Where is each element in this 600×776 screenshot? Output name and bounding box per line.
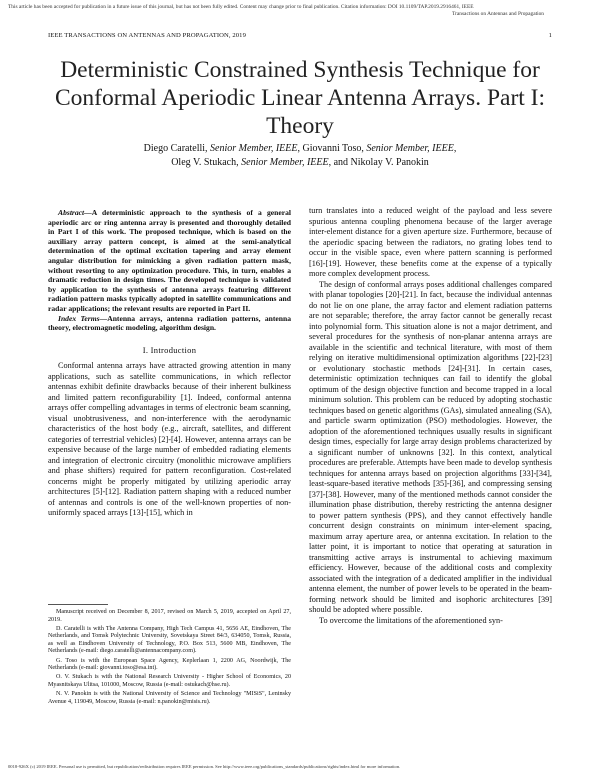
- right-paragraph-1: turn translates into a reduced weight of the payload and less severe spurious antenna coupling phenomena because of the larger average inter-element distance for a given aperture size. Furthermore, because of the aperiodic spacing between the radiators, no grating lobes tend to occur in the visible space, even where pattern scanning is performed [16]-[19]. However, these benefits come at the expense of a typically more complex development process.: [309, 206, 552, 278]
- author-line-1: Diego Caratelli, Senior Member, IEEE, Giovanni Toso, Senior Member, IEEE,: [143, 143, 457, 154]
- footnote-author-1: D. Caratelli is with The Antenna Company, High Tech Campus 41, 5656 AE, Eindhoven, The Netherlands, and Tomsk Polytechnic University, Sovetskaya Street 84/3, 634050, Tomsk, Russia, as well as Eindhoven University of Technology, P.O. Box 513, 5600 MB, Eindhoven, The Netherlands (e-mail: diego.caratelli@antennacompany.com).: [48, 625, 291, 655]
- notice-line-2: Transactions on Antennas and Propagation: [451, 11, 544, 17]
- abstract-text: A deterministic approach to the synthesis of a general aperiodic arc or ring antenna array is presented and thoroughly detailed in Part I of this work. The proposed technique, which is based on the auxiliary array pattern concept, is aimed at the semi-analytical determination of the optimal excitation tapering and array element angular distribution for mimicking a given radiation pattern mask, without resorting to any optimization procedure. This, in turn, enables a dramatic reduction in design times. The developed technique is validated by application to the synthesis of antenna arrays featuring different radiation pattern masks typically adopted in satellite communications and radar applications; the relevant results are reported in Part II.: [48, 208, 291, 313]
- intro-paragraph: Conformal antenna arrays have attracted growing attention in many applications, such as satellite communications, in which reflector antennas exhibit definite drawbacks because of their inherent bulkiness and limited pattern reconfigurability [1]. Indeed, conformal antenna arrays offer compelling advantages in terms of electronic beam scanning, visual unobtrusiveness, and non-interference with the aerodynamic characteristics of the host body (e.g., aircraft, satellites, and different categories of terrestrial vehicles) [2]-[4]. However, antenna arrays can be expensive because of the large number of embedded radiating elements and integration of electronic circuitry (monolithic microwave amplifiers and phase shifters) required for pattern reconfiguration. Cost-related concerns might be properly mitigated by utilizing aperiodic array architectures [5]-[12]. Radiation pattern shaping with a reduced number of antennas and controls is one of the well-known properties of non-uniformly spaced arrays [13]-[15], which in: [48, 361, 291, 518]
- publication-notice: [8, 4, 592, 18]
- footnotes: [48, 604, 291, 708]
- footnote-author-3: O. V. Stukach is with the National Research University - Higher School of Economics, 20 Myasnitskaya Ulitsa, 101000, Moscow, Russia (e-mail: ostukach@hse.ru).: [48, 674, 291, 688]
- footnote-manuscript: Manuscript received on December 8, 2017, revised on March 5, 2019, accepted on April 27, 2019.: [48, 609, 291, 623]
- index-terms: [48, 314, 291, 333]
- right-paragraph-2: The design of conformal arrays poses additional challenges compared with planar topologies [20]-[21]. In fact, because the individual antennas do not lie on one plane, the array factor and element radiation patterns are not separable; therefore, the array factor cannot be generally recast into polynomial form. This situation alone is not a major detriment, and several procedures for the synthesis of non-planar antenna arrays are available in the scientific and technical literature, with most of them relying on iterative multidimensional optimization algorithms [22]-[23] or evolutionary stochastic methods [24]-[31]. In certain cases, deterministic optimization techniques can fail to identify the global optimum of the design objective function and become trapped in a local minimum solution. This problem can be reduced by adopting stochastic techniques based on genetic algorithms (GAs), simulated annealing (SA), and particle swarm optimization (PSO) methodologies. However, the adoption of the aforementioned techniques usually results in significant design times, especially for large array design problems characterized by a significant number of unknowns [32]. In this context, analytical procedures are preferable. Attempts have been made to develop synthesis techniques for antenna arrays based on projection algorithms [33]-[34], least-square-based iterative methods [35]-[36], and compressing sensing [37]-[38]. However, many of the mentioned methods cannot consider the illumination phase distribution, thereby restricting the antenna designer to power pattern synthesis (PPS), and they cannot effectively handle concurrent design constraints on minimum inter-element spacing, maximum array aperture area, or antenna excitation. In relation to the latter point, it is important to notice that operating at saturation in transmitting active arrays is instrumental to achieving maximum efficiency. However, because of the additional costs and complexity associated with the integration of a dedicated amplifier in the individual antenna element, the number of power levels to be operated in the beam-forming network should be limited and isophoric architectures [39] should be adopted where possible.: [309, 279, 552, 614]
- left-column: [48, 208, 291, 519]
- paper-title: Deterministic Constrained Synthesis Technique for Conformal Aperiodic Linear Antenna Arrays. Part I: Theory: [54, 57, 546, 139]
- section-heading: I. Introduction: [142, 344, 197, 355]
- author-1-name: Diego Caratelli,: [143, 143, 211, 154]
- right-column: [309, 206, 552, 626]
- index-terms-label: Index Terms—: [58, 313, 108, 323]
- author-4-name: , and Nikolay V. Panokin: [328, 157, 429, 168]
- author-3-role: Senior Member, IEEE: [241, 157, 329, 168]
- footnote-author-4: N. V. Panokin is with the National University of Science and Technology "MISiS", Leninsky Avenue 4, 119049, Moscow, Russia (e-mail: n.panokin@misis.ru).: [48, 690, 291, 705]
- author-2-role: Senior Member, IEEE: [366, 143, 454, 154]
- running-header: [48, 32, 552, 39]
- right-paragraph-3: To overcome the limitations of the aforementioned syn-: [319, 615, 503, 625]
- journal-name: IEEE TRANSACTIONS ON ANTENNAS AND PROPAGATION, 2019: [48, 32, 246, 39]
- index-terms-text: Antenna arrays, antenna radiation patterns, antenna theory, electromagnetic modeling, algorithm design.: [48, 313, 291, 333]
- abstract: [48, 208, 291, 314]
- author-2-name: , Giovanni Toso,: [297, 143, 367, 154]
- author-line-2: [40, 156, 560, 170]
- copyright-footer: 0018-926X (c) 2019 IEEE. Personal use is permitted, but republication/redistribution requires IEEE permission. See http://www.ieee.org/publications_standards/publications/rights/index.html for more information.: [8, 764, 401, 769]
- author-3-name: Oleg V. Stukach,: [171, 157, 242, 168]
- footnote-author-2: G. Toso is with the European Space Agency, Keplerlaan 1, 2200 AG, Noordwijk, The Netherlands (e-mail: giovanni.toso@esa.int).: [48, 657, 291, 672]
- notice-line-1: This article has been accepted for publication in a future issue of this journal, but has not been fully edited. Content may change prior to final publication. Citation information: DOI 10.1109/TAP.2019.2916461, IEEE: [8, 4, 474, 10]
- page-number: 1: [548, 32, 552, 39]
- author-list: [40, 142, 560, 170]
- footnote-rule: [48, 604, 108, 605]
- author-1-role: Senior Member, IEEE: [210, 143, 298, 154]
- abstract-label: Abstract—: [58, 208, 92, 217]
